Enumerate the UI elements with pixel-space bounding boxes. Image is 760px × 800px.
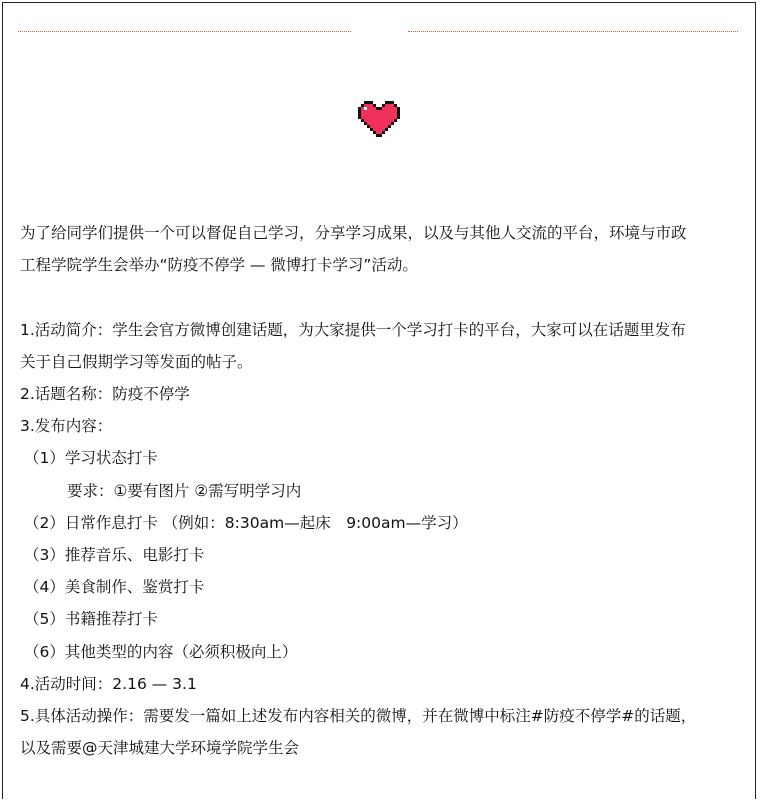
content-item-1-requirement: 要求：①要有图片 ②需写明学习内	[67, 481, 302, 500]
content-item-1: （1）学习状态打卡	[24, 449, 158, 468]
content-item-2: （2）日常作息打卡 （例如：8:30am—起床 9:00am—学习）	[24, 513, 468, 532]
content-item-6: （6）其他类型的内容（必须积极向上）	[24, 642, 298, 661]
content-item-4: （4）美食制作、鉴赏打卡	[24, 578, 205, 597]
activity-time: 4.活动时间：2.16 — 3.1	[20, 674, 197, 693]
content-heading: 3.发布内容：	[20, 417, 113, 436]
intro-line-1: 为了给同学们提供一个可以督促自己学习，分享学习成果，以及与其他人交流的平台，环境与市政	[20, 224, 687, 242]
intro-line-2: 工程学院学生会举办“防疫不停学 — 微博打卡学习”活动。	[20, 256, 418, 275]
heart-icon	[355, 98, 403, 140]
operation-line-1: 5.具体活动操作：需要发一篇如上述发布内容相关的微博，并在微博中标注#防疫不停学#的话题，	[20, 707, 697, 726]
decor-dotted-line-right	[408, 31, 738, 32]
topic-name: 2.话题名称：防疫不停学	[20, 385, 190, 403]
operation-line-2: 以及需要@天津城建大学环境学院学生会	[20, 739, 300, 758]
spacer	[20, 281, 740, 313]
summary-line-2: 关于自己假期学习等发面的帖子。	[20, 352, 253, 371]
summary-line-1: 1.活动简介：学生会官方微博创建话题，为大家提供一个学习打卡的平台，大家可以在话题里发布	[20, 320, 686, 339]
content-item-5: （5）书籍推荐打卡	[24, 610, 158, 629]
content-item-3: （3）推荐音乐、电影打卡	[24, 546, 205, 565]
article-body	[20, 217, 740, 764]
decor-dotted-line-left	[18, 31, 351, 32]
